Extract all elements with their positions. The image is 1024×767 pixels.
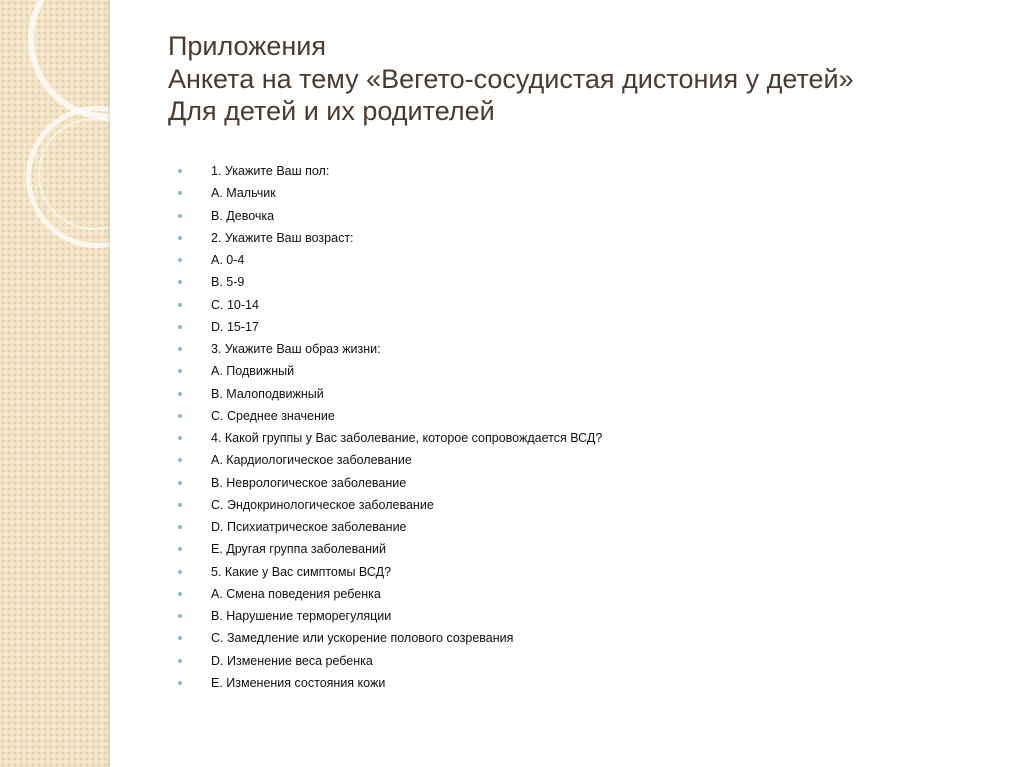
bullet-icon bbox=[178, 214, 182, 218]
bullet-icon bbox=[178, 169, 182, 173]
bullet-icon bbox=[178, 614, 182, 618]
list-item-text: 5. Какие у Вас симптомы ВСД? bbox=[211, 564, 392, 579]
bullet-icon bbox=[178, 303, 182, 307]
list-item-text: 2. Укажите Ваш возраст: bbox=[211, 230, 354, 245]
slide-title bbox=[168, 30, 1008, 128]
bullet-icon bbox=[178, 458, 182, 462]
list-item-text: 4. Какой группы у Вас заболевание, которое сопровождается ВСД? bbox=[211, 431, 603, 445]
list-item-text: Е. Изменения состояния кожи bbox=[211, 675, 386, 690]
bullet-icon bbox=[178, 636, 182, 640]
slide-content bbox=[112, 0, 1024, 767]
bullet-icon bbox=[178, 525, 182, 529]
list-item-text: С. 10-14 bbox=[211, 297, 259, 312]
list-item bbox=[178, 271, 602, 293]
list-item-text: D. Изменение веса ребенка bbox=[211, 653, 373, 668]
list-item bbox=[178, 516, 602, 538]
list-item-text: А. 0-4 bbox=[211, 253, 245, 267]
bullet-icon bbox=[178, 592, 182, 596]
list-item bbox=[178, 227, 602, 249]
bullet-icon bbox=[178, 436, 182, 440]
list-item-text: А. Кардиологическое заболевание bbox=[211, 453, 412, 468]
list-item bbox=[178, 249, 602, 271]
list-item-text: А. Смена поведения ребенка bbox=[211, 586, 381, 601]
list-item bbox=[178, 160, 602, 182]
list-item bbox=[178, 294, 602, 316]
list-item bbox=[178, 205, 602, 227]
decorative-side-panel bbox=[0, 0, 110, 767]
title-line: Для детей и их родителей bbox=[168, 96, 495, 126]
bullet-icon bbox=[178, 414, 182, 418]
list-item bbox=[178, 360, 602, 382]
list-item bbox=[178, 672, 602, 694]
list-item bbox=[178, 338, 602, 360]
list-item-text: В. Малоподвижный bbox=[211, 386, 324, 401]
list-item-text: А. Подвижный bbox=[211, 364, 295, 379]
list-item-text: 3. Укажите Ваш образ жизни: bbox=[211, 342, 381, 356]
list-item-text: D. 15-17 bbox=[211, 319, 259, 334]
list-item bbox=[178, 561, 602, 583]
list-item-text: 1. Укажите Ваш пол: bbox=[211, 164, 330, 178]
list-item-text: Е. Другая группа заболеваний bbox=[211, 542, 386, 557]
list-item bbox=[178, 650, 602, 672]
list-item-text: А. Мальчик bbox=[211, 186, 276, 201]
title-line: Приложения bbox=[168, 31, 326, 61]
bullet-icon bbox=[178, 503, 182, 507]
bullet-icon bbox=[178, 659, 182, 663]
list-item bbox=[178, 583, 602, 605]
title-line: Анкета на тему «Вегето-сосудистая дистония у детей» bbox=[168, 63, 854, 94]
list-item bbox=[178, 383, 602, 405]
list-item-text: В. 5-9 bbox=[211, 275, 245, 290]
decorative-ring bbox=[28, 0, 110, 120]
list-item bbox=[178, 449, 602, 471]
bullet-icon bbox=[178, 369, 182, 373]
list-item bbox=[178, 472, 602, 494]
bullet-icon bbox=[178, 547, 182, 551]
list-item bbox=[178, 316, 602, 338]
list-item bbox=[178, 538, 602, 560]
bullet-icon bbox=[178, 392, 182, 396]
list-item-text: В. Неврологическое заболевание bbox=[211, 475, 407, 490]
list-item-text: В. Нарушение терморегуляции bbox=[211, 609, 392, 623]
bullet-icon bbox=[178, 347, 182, 351]
bullet-icon bbox=[178, 681, 182, 685]
list-item-text: С. Эндокринологическое заболевание bbox=[211, 497, 434, 512]
bullet-icon bbox=[178, 570, 182, 574]
list-item bbox=[178, 182, 602, 204]
list-item bbox=[178, 427, 602, 449]
questionnaire-list bbox=[178, 160, 602, 694]
list-item bbox=[178, 605, 602, 627]
bullet-icon bbox=[178, 191, 182, 195]
list-item-text: С. Среднее значение bbox=[211, 408, 335, 423]
bullet-icon bbox=[178, 236, 182, 240]
bullet-icon bbox=[178, 325, 182, 329]
list-item-text: В. Девочка bbox=[211, 208, 275, 223]
list-item bbox=[178, 405, 602, 427]
list-item-text: D. Психиатрическое заболевание bbox=[211, 520, 407, 534]
list-item-text: С. Замедление или ускорение полового созревания bbox=[211, 631, 514, 646]
list-item bbox=[178, 627, 602, 649]
bullet-icon bbox=[178, 481, 182, 485]
list-item bbox=[178, 494, 602, 516]
bullet-icon bbox=[178, 258, 182, 262]
bullet-icon bbox=[178, 280, 182, 284]
